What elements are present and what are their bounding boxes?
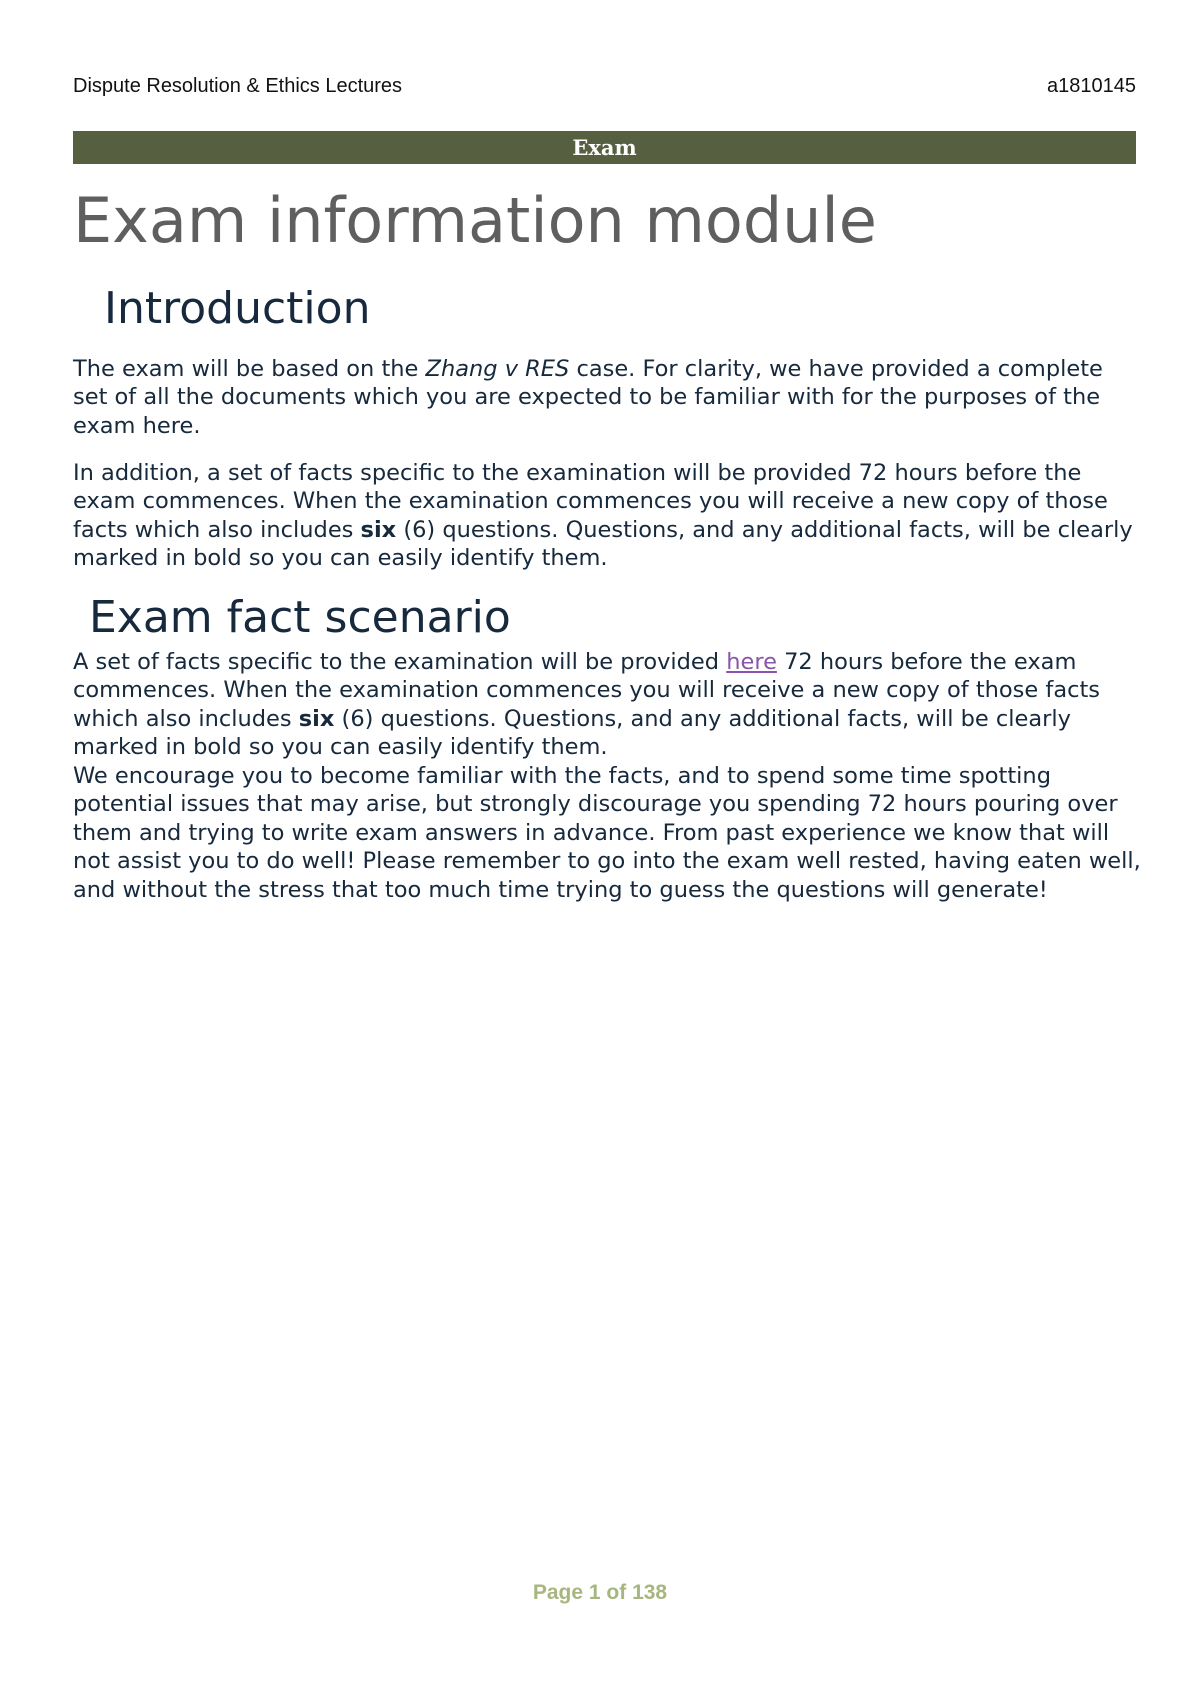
text-run: 72 hours before the exam commences. When the examination commences you will receive a new copy of those facts which also includes (73, 649, 1101, 732)
section-banner: Exam (73, 131, 1136, 164)
intro-paragraph-2 (73, 459, 1143, 573)
text-run: A set of facts specific to the examination will be provided (73, 649, 727, 675)
student-id: a1810145 (1047, 75, 1136, 97)
text-run: (6) questions. Questions, and any additional facts, will be clearly marked in bold so you can easily identify them. (73, 516, 1133, 572)
document-title: Exam information module (73, 184, 877, 257)
intro-paragraph-1 (73, 355, 1143, 440)
text-run: In addition, a set of facts specific to the examination will be provided 72 hours before the exam commences. When the examination commences you will receive a new copy of those facts which also includes (73, 460, 1108, 543)
bold-emphasis: six (298, 705, 335, 732)
facts-link[interactable]: here (726, 649, 777, 675)
page-number: Page 1 of 138 (532, 1581, 668, 1604)
bold-emphasis: six (360, 516, 397, 543)
scenario-paragraph-2: We encourage you to become familiar with the facts, and to spend some time spotting potential issues that may arise, but strongly discourage you spending 72 hours pouring over them and trying to write exam answers in advance. From past experience we know that will not assist you to do well! Please remember to go into the exam well rested, having eaten well, and without the stress that too much time trying to guess the questions will generate! (73, 763, 1141, 903)
text-run: case. For clarity, we have provided a complete set of all the documents which you are expected to be familiar with for the purposes of the exam here. (73, 356, 1103, 439)
text-run: (6) questions. Questions, and any additional facts, will be clearly marked in bold so you can easily identify them. (73, 705, 1071, 761)
case-name: Zhang v RES (425, 356, 570, 382)
heading-exam-fact-scenario: Exam fact scenario (89, 592, 511, 643)
course-name: Dispute Resolution & Ethics Lectures (73, 75, 403, 97)
text-run: The exam will be based on the (73, 356, 426, 382)
heading-introduction: Introduction (104, 283, 371, 334)
scenario-paragraph-1 (73, 648, 1143, 762)
